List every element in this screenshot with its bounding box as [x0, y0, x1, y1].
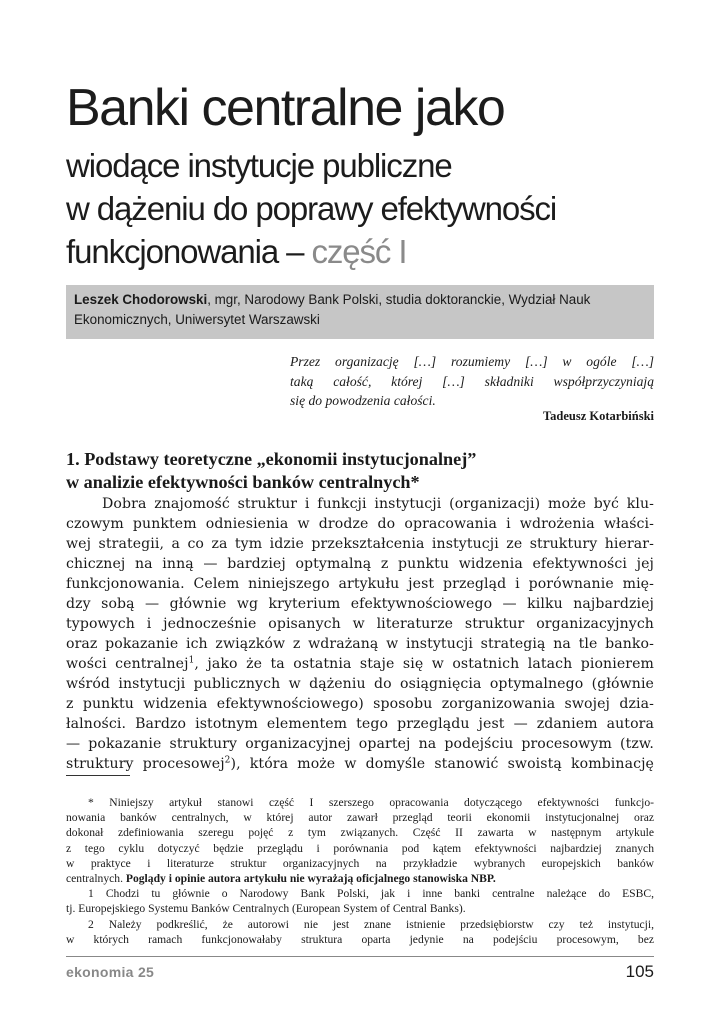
footnotes: [66, 795, 654, 947]
epigraph-author: Tadeusz Kotarbiński: [542, 409, 654, 423]
subtitle-line: wiodące instytucje publiczne: [66, 147, 452, 184]
footnote-line: dokonał zdefiniowania szeregu pojęć z tym związanych. Część II zawarta w następnym artykule: [66, 826, 654, 840]
epigraph-line: się do powodzenia całości.: [290, 393, 436, 408]
body-line: dzy sobą — głównie wg kryterium efektywnościowego — kilku najbardziej: [66, 596, 654, 612]
article-title: Banki centralne jako: [66, 79, 505, 137]
footer-divider: [66, 956, 654, 957]
body-line: struktury procesowej$^2$), która może w domyśle stanowić swoistą kombinację: [66, 755, 654, 772]
footnote-1: 1 Chodzi tu głównie o Narodowy Bank Polski, jak i inne banki centralne należące do ESBC,: [88, 887, 654, 901]
epigraph-line: taką całość, której […] składniki współprzyczyniają: [290, 373, 654, 389]
section-heading: [66, 448, 476, 494]
body-text: [66, 494, 654, 774]
article-subtitle: [66, 144, 556, 273]
disclaimer: Poglądy i opinie autora artykułu nie wyrażają oficjalnego stanowiska NBP.: [125, 871, 496, 885]
author-affiliation-cont: Ekonomicznych, Uniwersytet Warszawski: [74, 312, 320, 327]
subtitle-last-line: funkcjonowania –: [66, 233, 312, 270]
footnote-2: 2 Należy podkreślić, że autorowi nie jest znane istnienie przedsiębiorstw czy też instytucji,: [88, 917, 654, 931]
part-label: część I: [311, 233, 407, 270]
subtitle-line: [66, 230, 556, 273]
author-box: [66, 285, 654, 339]
subtitle-line: w dążeniu do poprawy efektywności: [66, 190, 557, 227]
journal-name: ekonomia 25: [66, 964, 155, 980]
body-line: z punktu widzenia efektywnościowego) sposobu zorganizowania swojej dzia-: [66, 696, 654, 712]
author-name: Leszek Chodorowski: [74, 292, 208, 307]
author-affiliation: , mgr, Narodowy Bank Polski, studia doktoranckie, Wydział Nauk: [207, 292, 591, 307]
body-line: czowym punktem odniesienia w drodze do opracowania i wdrożenia właści-: [66, 516, 654, 532]
section-heading-line: w analizie efektywności banków centralnych*: [66, 472, 420, 492]
body-line: chicznej na inną — bardziej optymalną z punktu widzenia efektywności jej: [66, 556, 654, 572]
footnote-line: tj. Europejskiego Systemu Banków Centralnych (European System of Central Banks).: [66, 902, 466, 916]
footnote-line: nowania banków centralnych, w której autor zawarł przegląd teorii ekonomii instytucjonalnej oraz: [66, 811, 654, 825]
footnote-line: centralnych. Poglądy i opinie autora artykułu nie wyrażają oficjalnego stanowiska NBP.: [66, 871, 496, 885]
footnote-line: w których ramach funkcjonowałaby struktura oparta jedynie na podejściu procesowym, bez: [66, 932, 654, 946]
footnote-line: z tego cyklu dotyczyć będzie przeglądu i porównania pod kątem efektywności najbardziej znanych: [66, 841, 654, 855]
footnote-line: * Niniejszy artykuł stanowi część I szerszego opracowania dotyczącego efektywności funkcjo-: [88, 796, 654, 809]
body-line: Dobra znajomość struktur i funkcji instytucji (organizacji) może być klu-: [102, 496, 654, 512]
body-line: oraz pokazanie ich związków z wdrażaną w instytucji strategią na tle banko-: [66, 636, 654, 652]
body-line: — pokazanie struktury organizacyjnej opartej na podejściu procesowym (tzw.: [66, 736, 654, 752]
footnote-line: w praktyce i literaturze struktur organizacyjnych na przykładzie wybranych europejskich banków: [66, 856, 654, 870]
footnote-divider: [66, 775, 130, 776]
body-line: wej strategii, a co za tym idzie przekształcenia instytucji ze struktury hierar-: [66, 536, 654, 552]
body-line: łalności. Bardzo istotnym elementem tego przeglądu jest — zdaniem autora: [66, 716, 654, 732]
body-line: typowych i jednocześnie opisanych w literaturze struktur organizacyjnych: [66, 616, 654, 632]
footnote-ref-1: 1: [188, 655, 195, 666]
body-line: funkcjonowania. Celem niniejszego artykułu jest przegląd i porównanie mię-: [66, 576, 654, 592]
footnote-ref-2: 2: [224, 755, 231, 766]
section-heading-line: 1. Podstawy teoretyczne „ekonomii instytucjonalnej”: [66, 449, 477, 469]
body-line: wości centralnej$^1$, jako że ta ostatnia staje się w ostatnich latach pionierem: [66, 655, 654, 672]
epigraph-line: Przez organizację […] rozumiemy […] w ogóle […]: [290, 354, 654, 369]
epigraph: [290, 352, 654, 411]
body-line: wśród instytucji publicznych w dążeniu do osiągnięcia optymalnego (głównie: [66, 676, 654, 692]
page-number: 105: [625, 962, 654, 981]
